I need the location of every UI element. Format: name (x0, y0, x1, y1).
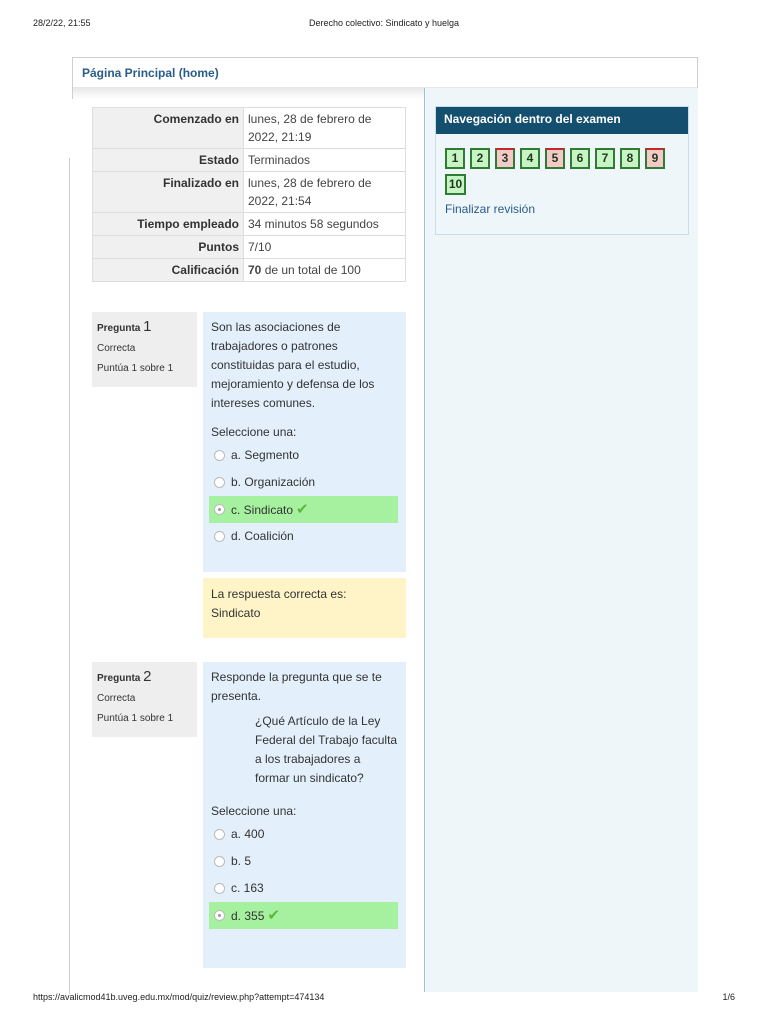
question-content (203, 312, 406, 572)
answer-option[interactable] (209, 848, 398, 875)
question-label: Pregunta (97, 673, 141, 684)
option-label: c. Sindicato (231, 503, 294, 517)
print-title: Derecho colectivo: Sindicato y huelga (308, 18, 460, 28)
summary-key: Estado (93, 149, 244, 172)
option-label: b. Organización (231, 475, 316, 489)
attempt-summary (92, 107, 406, 282)
option-label: c. 163 (231, 881, 264, 895)
summary-row (93, 213, 406, 236)
answer-option[interactable] (209, 469, 398, 496)
question-number-value: 2 (143, 668, 152, 685)
summary-row (93, 108, 406, 149)
summary-row (93, 149, 406, 172)
option-label: d. 355 (231, 909, 265, 923)
sidebar (424, 88, 698, 992)
radio-button[interactable] (214, 883, 225, 894)
radio-button[interactable] (214, 910, 225, 921)
print-url: https://avalicmod41b.uveg.edu.mx/mod/quiz/review.php?attempt=474134 (33, 992, 325, 1002)
question-number-value: 1 (143, 318, 152, 335)
option-label: b. 5 (231, 854, 252, 868)
quiz-navigation-body (436, 134, 688, 234)
nav-question-4[interactable]: 4 (520, 148, 540, 169)
answer-option-selected[interactable] (209, 902, 398, 929)
summary-key: Comenzado en (93, 108, 244, 149)
question-text: Responde la pregunta que se te presenta. (211, 670, 382, 703)
summary-value: 7/10 (244, 236, 406, 259)
check-icon: ✔ (267, 907, 280, 924)
radio-button[interactable] (214, 829, 225, 840)
finish-review-link[interactable]: Finalizar revisión (445, 202, 536, 216)
answer-option[interactable] (209, 821, 398, 848)
question-status: Correcta (97, 343, 136, 354)
summary-table (92, 107, 406, 282)
question-number (97, 668, 192, 685)
answer-option[interactable] (209, 875, 398, 902)
question-content (203, 662, 406, 968)
home-link[interactable]: Página Principal (home) (82, 66, 219, 80)
grade-value: 70 (248, 263, 262, 277)
radio-button[interactable] (214, 477, 225, 488)
summary-row (93, 172, 406, 213)
radio-button[interactable] (214, 856, 225, 867)
nav-question-6[interactable]: 6 (570, 148, 590, 169)
question-status: Correcta (97, 693, 136, 704)
navbar (72, 57, 698, 87)
nav-question-2[interactable]: 2 (470, 148, 490, 169)
nav-question-3[interactable]: 3 (495, 148, 515, 169)
nav-question-10[interactable]: 10 (445, 174, 466, 195)
question-info (92, 662, 197, 737)
summary-value (244, 259, 406, 282)
nav-question-7[interactable]: 7 (595, 148, 615, 169)
print-page-count: 1/6 (722, 992, 735, 1002)
option-label: a. Segmento (231, 448, 300, 462)
nav-question-1[interactable]: 1 (445, 148, 465, 169)
question-subtext: ¿Qué Artículo de la Ley Federal del Trabajo faculta a los trabajadores a formar un sindicato? (255, 714, 398, 785)
answer-option[interactable] (209, 523, 398, 550)
grade-total: de un total de 100 (261, 263, 361, 277)
radio-button[interactable] (214, 504, 225, 515)
nav-question-9[interactable]: 9 (645, 148, 665, 169)
summary-key: Puntos (93, 236, 244, 259)
summary-row (93, 236, 406, 259)
correct-answer-feedback: La respuesta correcta es: Sindicato (203, 578, 406, 638)
question-label: Pregunta (97, 323, 141, 334)
summary-value: lunes, 28 de febrero de 2022, 21:19 (244, 108, 406, 149)
check-icon: ✔ (296, 501, 309, 518)
answer-prompt: Seleccione una: (211, 804, 297, 818)
option-label: d. Coalición (231, 529, 294, 543)
nav-question-8[interactable]: 8 (620, 148, 640, 169)
summary-value: 34 minutos 58 segundos (244, 213, 406, 236)
answer-prompt: Seleccione una: (211, 425, 297, 439)
question-score: Puntúa 1 sobre 1 (97, 713, 174, 724)
summary-value: lunes, 28 de febrero de 2022, 21:54 (244, 172, 406, 213)
quiz-navigation-title: Navegación dentro del examen (436, 107, 688, 134)
summary-key: Tiempo empleado (93, 213, 244, 236)
question-number (97, 318, 192, 335)
print-header (0, 18, 768, 32)
option-label: a. 400 (231, 827, 265, 841)
question-info (92, 312, 197, 387)
content-border (69, 158, 70, 994)
summary-key: Finalizado en (93, 172, 244, 213)
question-buttons (445, 148, 685, 200)
summary-row (93, 259, 406, 282)
print-date: 28/2/22, 21:55 (33, 18, 91, 28)
radio-button[interactable] (214, 531, 225, 542)
radio-button[interactable] (214, 450, 225, 461)
answer-option-selected[interactable] (209, 496, 398, 523)
summary-value: Terminados (244, 149, 406, 172)
quiz-navigation (435, 106, 689, 235)
nav-question-5[interactable]: 5 (545, 148, 565, 169)
question-score: Puntúa 1 sobre 1 (97, 363, 174, 374)
answer-option[interactable] (209, 442, 398, 469)
question-text: Son las asociaciones de trabajadores o patrones constituidas para el estudio, mejoramiento y defensa de los intereses comunes. (211, 320, 375, 410)
summary-key: Calificación (93, 259, 244, 282)
